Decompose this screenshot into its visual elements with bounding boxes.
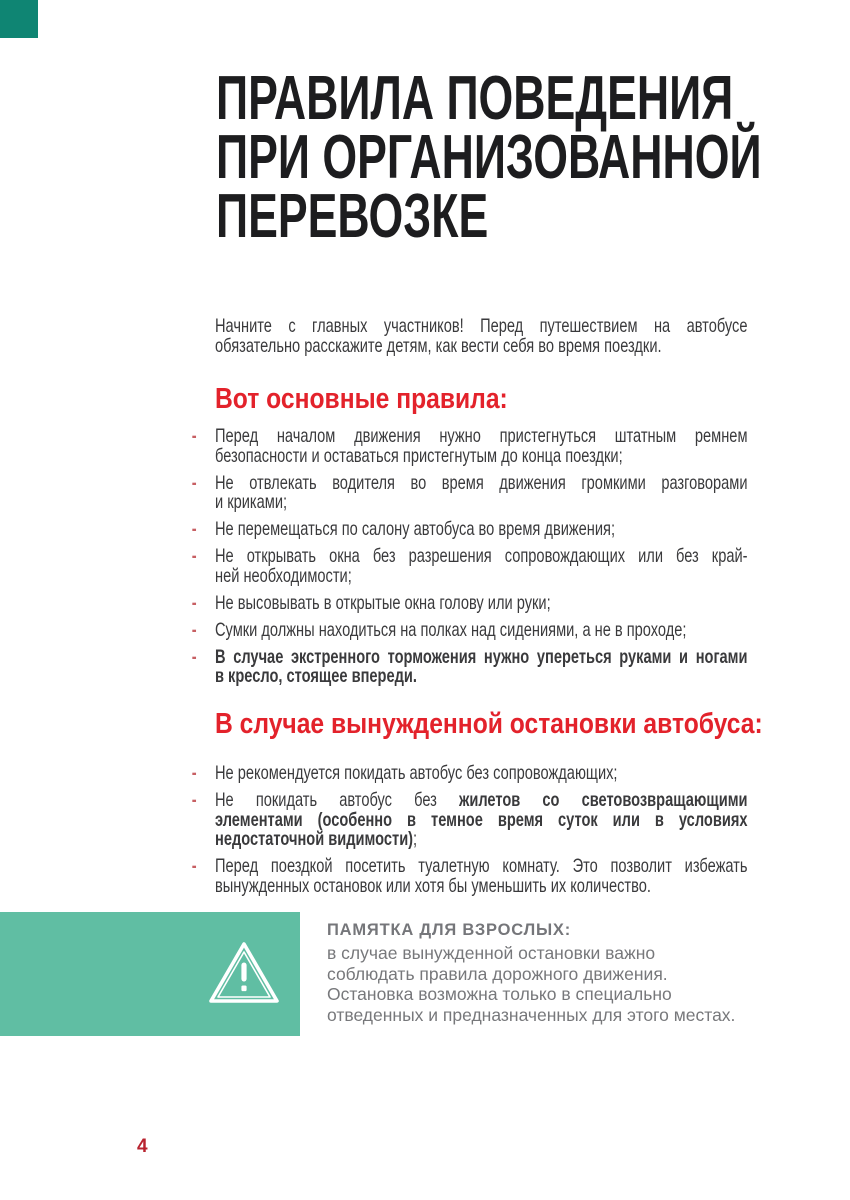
page-title-line: ПРАВИЛА ПОВЕДЕНИЯ xyxy=(216,64,734,133)
memo-heading: ПАМЯТКА ДЛЯ ВЗРОСЛЫХ: xyxy=(327,921,571,939)
text-segment: Не отвлекать водителя во время движения громкими разговорами xyxy=(215,471,748,494)
memo-text-line: отведенных и предназначенных для этого местах. xyxy=(327,1005,736,1026)
bullet-dash: - xyxy=(191,789,197,811)
bullet-item xyxy=(191,591,748,614)
bullet-item xyxy=(191,545,748,587)
intro-paragraph xyxy=(215,317,748,356)
text-segment: Не открывать окна без разрешения сопровождающих или без край- xyxy=(215,545,748,567)
text-segment: Не высовывать в открытые окна голову или руки; xyxy=(215,591,551,614)
text-line xyxy=(215,667,748,687)
text-line xyxy=(215,334,748,357)
memo-text-line: соблюдать правила дорожного движения. xyxy=(327,963,668,984)
bold-text-segment: элементами (особенно в темное время суток или в условиях xyxy=(215,808,748,831)
memo-text-line: в случае вынужденной остановки важно xyxy=(327,943,656,963)
text-line xyxy=(215,618,748,641)
bullet-list-main-rules xyxy=(191,425,748,687)
text-line xyxy=(215,471,748,494)
text-segment: Не перемещаться по салону автобуса во время движения; xyxy=(215,518,616,540)
bullet-dash: - xyxy=(191,591,197,614)
bullet-dash: - xyxy=(191,518,197,540)
bullet-list-forced-stop xyxy=(191,762,748,897)
bold-text-segment: в кресло, стоящее впереди. xyxy=(215,665,417,687)
text-segment: ней необходимости; xyxy=(215,564,352,587)
bullet-dash: - xyxy=(191,618,197,641)
text-segment: ; xyxy=(413,828,418,850)
text-line xyxy=(215,830,748,850)
page-title-line: ПРИ ОРГАНИЗОВАННОЙ xyxy=(216,123,762,192)
text-line xyxy=(215,564,748,587)
corner-accent-square xyxy=(0,0,38,38)
memo-for-adults xyxy=(327,920,735,1026)
text-segment: Не рекомендуется покидать автобус без сопровождающих; xyxy=(215,762,618,784)
text-segment: Начните с главных участников! Перед путешествием на автобусе xyxy=(215,315,748,337)
text-line xyxy=(215,493,748,513)
bullet-dash: - xyxy=(191,645,197,668)
page-number: 4 xyxy=(137,1136,148,1157)
text-line xyxy=(215,520,748,540)
bullet-item xyxy=(191,789,748,850)
bullet-item xyxy=(191,855,748,897)
bold-text-segment: недостаточной видимости) xyxy=(215,828,414,850)
text-line xyxy=(215,444,748,467)
text-segment: обязательно расскажите детям, как вести себя во время поездки. xyxy=(215,334,662,357)
bullet-dash: - xyxy=(191,762,197,784)
memo-highlight-box xyxy=(0,912,300,1036)
memo-text xyxy=(327,943,735,1026)
bullet-dash: - xyxy=(191,471,197,494)
text-line xyxy=(215,764,748,784)
bullet-item xyxy=(191,425,748,467)
bullet-item xyxy=(191,518,748,540)
section-heading-main-rules: Вот основные правила: xyxy=(215,383,508,415)
text-line xyxy=(215,591,748,614)
text-segment: Сумки должны находиться на полках над сидениями, а не в проходе; xyxy=(215,618,687,641)
text-segment: вынужденных остановок или хотя бы уменьшить их количество. xyxy=(215,874,651,897)
text-line xyxy=(215,874,748,897)
bullet-item xyxy=(191,471,748,513)
warning-triangle-icon xyxy=(206,939,282,1007)
bold-text-segment: В случае экстренного торможения нужно упереться руками и ногами xyxy=(215,645,748,668)
bullet-dash: - xyxy=(191,545,197,567)
bullet-dash: - xyxy=(191,425,197,447)
text-segment: безопасности и оставаться пристегнутым до конца поездки; xyxy=(215,444,623,467)
bullet-item xyxy=(191,762,748,784)
page-title-line: ПЕРЕВОЗКЕ xyxy=(216,182,489,251)
text-segment: Перед поездкой посетить туалетную комнату. Это позволит избежать xyxy=(215,855,748,877)
section-heading-forced-stop: В случае вынужденной остановки автобуса: xyxy=(215,708,763,740)
memo-text-line: Остановка возможна только в специально xyxy=(327,984,672,1005)
bullet-item xyxy=(191,645,748,687)
bullet-dash: - xyxy=(191,855,197,877)
text-segment: Не покидать автобус без xyxy=(215,789,459,811)
page-title xyxy=(216,64,762,251)
bullet-item xyxy=(191,618,748,641)
text-segment: Перед началом движения нужно пристегнуться штатным ремнем xyxy=(215,425,748,447)
text-segment: и криками; xyxy=(215,491,288,513)
bold-text-segment: жилетов со световозвращающими xyxy=(458,789,748,811)
